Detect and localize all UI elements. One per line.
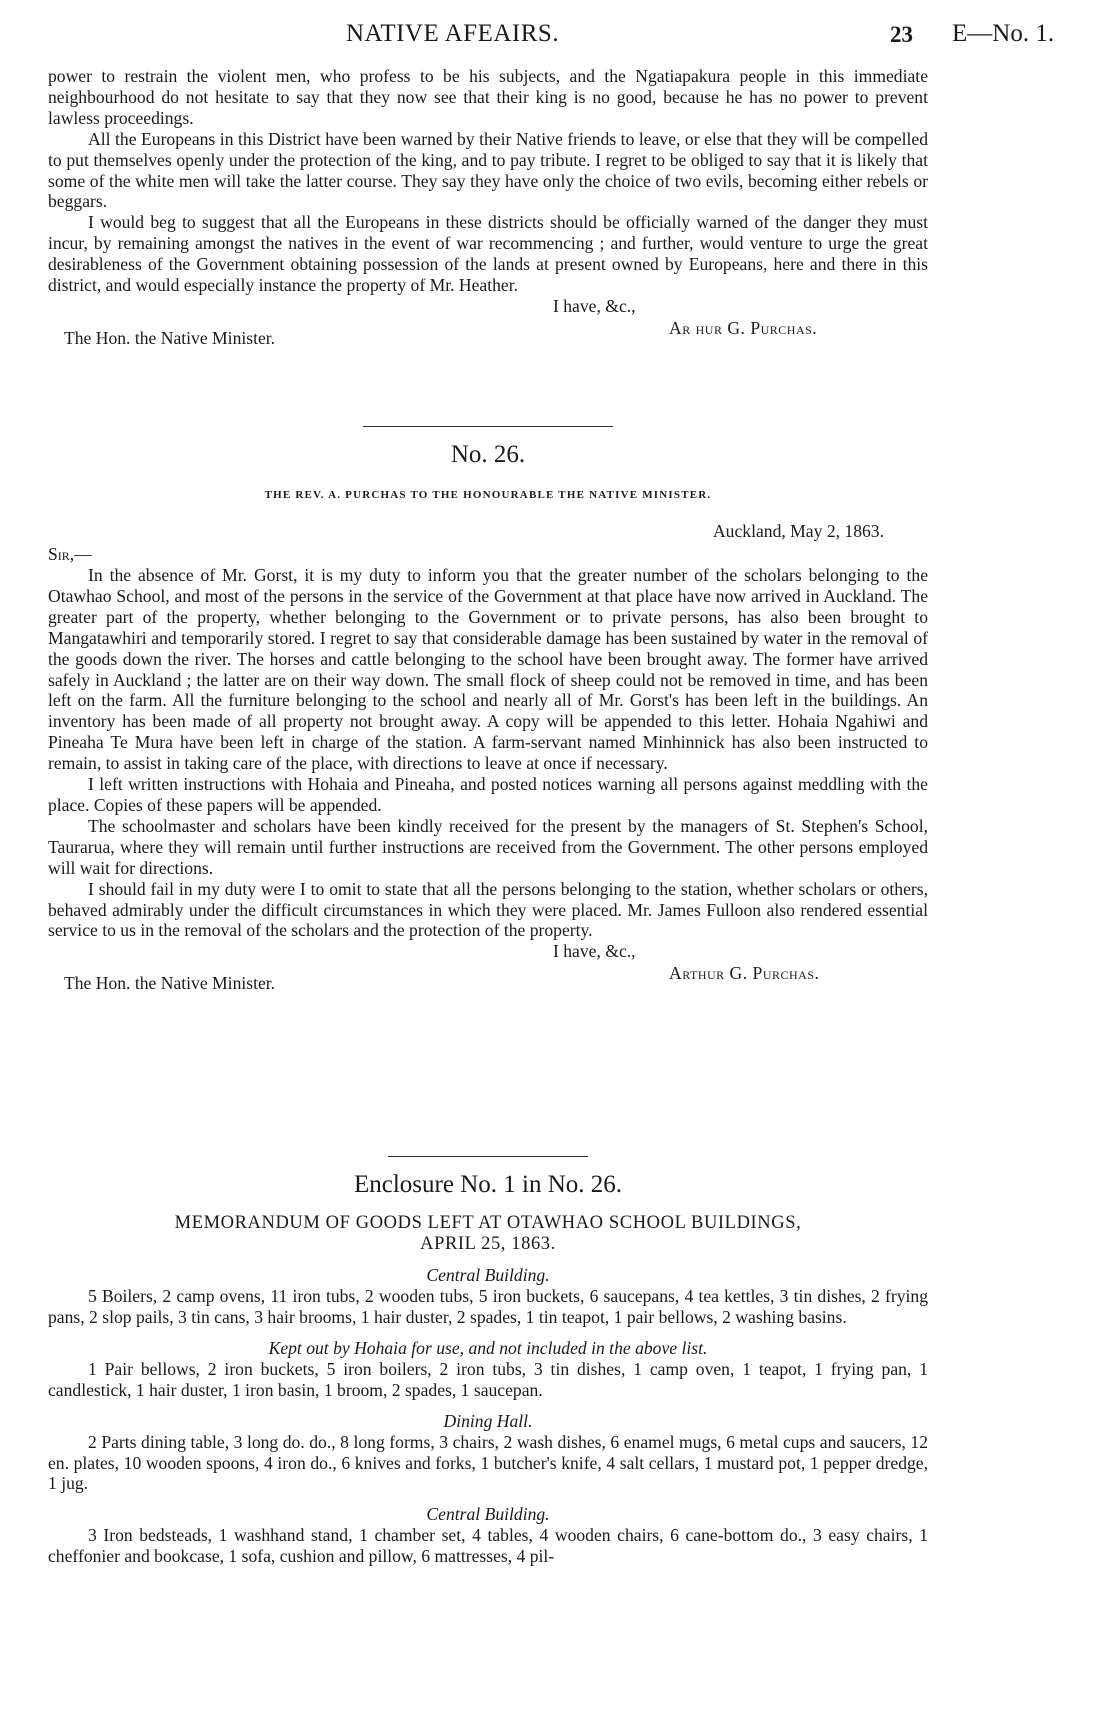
signature-block (48, 295, 928, 348)
page-number: 23 (890, 22, 913, 47)
section-heading: Central Building. (426, 1504, 550, 1525)
letter-25-continuation (48, 66, 928, 348)
section-heading: Central Building. (426, 1265, 550, 1285)
page-header (0, 20, 1114, 60)
closing-phrase: I have, &c., (553, 941, 636, 962)
paragraph: All the Europeans in this District have been warned by their Native friends to leave, or else that they will be compelled to put themselves openly under the protection of the king, and to pay tribute. I regret to be obliged to say that it is likely that some of the white men will take the latter course. They say they have only the choice of two evils, becoming either rebels or beggars. (48, 128, 928, 212)
letter-number: No. 26. (450, 441, 526, 468)
section-heading: Kept out by Hohaia for use, and not included in the above list. (268, 1337, 708, 1358)
paragraph: power to restrain the violent men, who profess to be his subjects, and the Ngatiapakura people in this immediate neighbourhood do not hesitate to say that they now see that their king is no good, because he has no power to prevent lawless proceedings. (48, 66, 928, 128)
memorandum-title-line: APRIL 25, 1863. (420, 1234, 556, 1254)
inventory-list: 5 Boilers, 2 camp ovens, 11 iron tubs, 2 wooden tubs, 5 iron buckets, 6 saucepans, 4 tea kettles, 3 tin dishes, 2 frying pans, 2 slop pails, 3 tin cans, 3 hair brooms, 1 hair duster, 2 spades, 1 tin teapot, 1 pair bellows, 2 washing basins. (48, 1286, 928, 1327)
divider (388, 1156, 588, 1157)
closing-phrase: I have, &c., (553, 295, 636, 316)
enclosure-title: Enclosure No. 1 in No. 26. (353, 1171, 623, 1198)
section-heading: Dining Hall. (443, 1410, 533, 1431)
document-reference: E—No. 1. (952, 20, 1055, 47)
letter-date: Auckland, May 2, 1863. (712, 521, 884, 541)
paragraph: In the absence of Mr. Gorst, it is my duty to inform you that the greater number of the scholars belonging to the Otawhao School, and most of the persons in the service of the Government at that place have now arrived in Auckland. The greater part of the property, whether belonging to the Government or to private persons, has also been brought to Mangatawhiri and temporarily stored. I regret to say that considerable damage has been sustained by water in the removal of the goods down the river. The horses and cattle belonging to the school have been brought away. The former have arrived safely in Auckland ; the latter are on their way down. The small flock of sheep could not be removed in time, and has been left on the farm. All the furniture belonging to the school and nearly all of Mr. Gorst's has been left in the buildings. An inventory has been made of all property not brought away. A copy will be appended to this letter. Hohaia Ngahiwi and Pineaha Te Mura have been left in charge of the station. A farm-servant named Minhinnick has also been instructed to remain, to assist in taking care of the place, with directions to leave at once if necessary. (48, 565, 928, 774)
paragraph: The schoolmaster and scholars have been kindly received for the present by the managers of St. Stephen's School, Taurarua, where they will remain until further instructions are received from the Government. The other persons employed will wait for directions. (48, 815, 928, 878)
memorandum-title-line: MEMORANDUM OF GOODS LEFT AT OTAWHAO SCHOOL BUILDINGS, (174, 1213, 802, 1233)
running-title: NATIVE AFEAIRS. (346, 20, 560, 47)
inventory-list: 1 Pair bellows, 2 iron buckets, 5 iron boilers, 2 iron tubs, 3 tin dishes, 1 camp oven, 1 teapot, 1 frying pan, 1 candlestick, 1 hair duster, 1 iron basin, 1 broom, 2 spades, 1 saucepan. (48, 1358, 928, 1400)
paragraph: I would beg to suggest that all the Europeans in these districts should be officially warned of the danger they must incur, by remaining amongst the natives in the event of war recommencing ; and further, would venture to urge the great desirableness of the Government obtaining possession of the lands at present owned by Europeans, here and there in this district, and would especially instance the property of Mr. Heather. (48, 212, 928, 296)
paragraph: I left written instructions with Hohaia and Pineaha, and posted notices warning all persons against meddling with the place. Copies of these papers will be appended. (48, 774, 928, 815)
signature: Arthur G. Purchas. (669, 963, 820, 984)
letter-heading: THE REV. A. PURCHAS TO THE HONOURABLE THE NATIVE MINISTER. (264, 489, 712, 501)
addressee: The Hon. the Native Minister. (64, 973, 276, 994)
letter-26 (48, 426, 928, 994)
paragraph: I should fail in my duty were I to omit to state that all the persons belonging to the station, whether scholars or others, behaved admirably under the difficult circumstances in which they were placed. Mr. James Fulloon also rendered essential service to us in the removal of the scholars and the protection of the property. (48, 878, 928, 941)
addressee: The Hon. the Native Minister. (64, 327, 276, 348)
salutation: Sir,— (48, 544, 92, 564)
memorandum-title (48, 1213, 928, 1255)
signature-block (48, 941, 928, 994)
enclosure (48, 1156, 928, 1567)
inventory-list: 3 Iron bedsteads, 1 washhand stand, 1 chamber set, 4 tables, 4 wooden chairs, 6 cane-bottom do., 3 easy chairs, 1 cheffonier and bookcase, 1 sofa, cushion and pillow, 6 mattresses, 4 pil- (48, 1525, 928, 1567)
inventory-list: 2 Parts dining table, 3 long do. do., 8 long forms, 3 chairs, 2 wash dishes, 6 enamel mugs, 6 metal cups and saucers, 12 en. plates, 10 wooden spoons, 4 iron do., 6 knives and forks, 1 butcher's knife, 4 salt cellars, 1 mustard pot, 1 pepper dredge, 1 jug. (48, 1431, 928, 1494)
divider (363, 426, 613, 427)
signature: Ar hur G. Purchas. (669, 317, 818, 338)
